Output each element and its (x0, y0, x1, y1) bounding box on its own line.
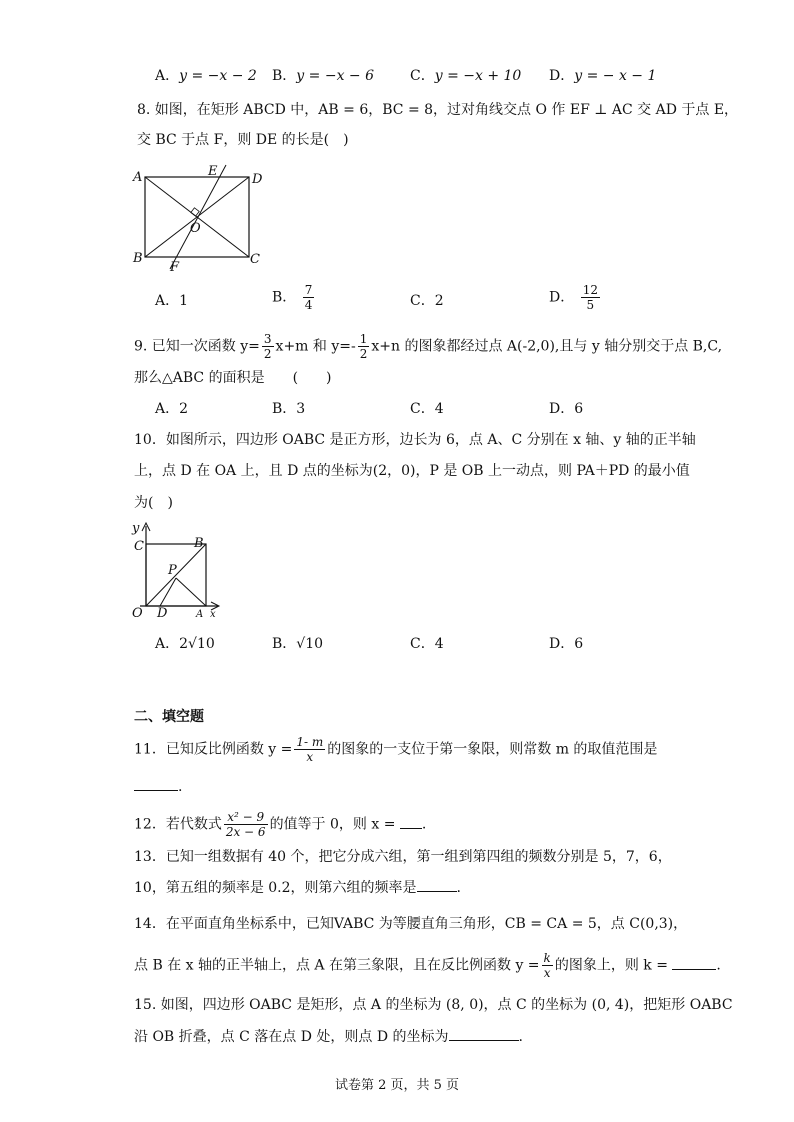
q10-option-d: D．6 (549, 636, 584, 652)
q10-square-figure (130, 520, 230, 620)
q10-option-b: B．√10 (272, 636, 324, 652)
q15-text-line1: 15. 如图，四边形 OABC 是矩形，点 A 的坐标为 (8, 0)，点 C 的坐标为 (0, 4)，把矩形 OABC (134, 997, 733, 1013)
q14-answer-blank[interactable] (672, 955, 716, 970)
q9-option-b: B．3 (272, 401, 306, 417)
q7-option-b: B．y = −x − 6 (272, 68, 375, 84)
q11-answer-blank[interactable] (134, 776, 178, 791)
q9-text-line2: 那么△ABC 的面积是 ( ) (134, 370, 332, 386)
q15-text-line2: 沿 OB 折叠，点 C 落在点 D 处，则点 D 的坐标为 . (134, 1026, 523, 1047)
q8-option-c: C．2 (410, 293, 444, 309)
q14-text-line1: 14．在平面直角坐标系中，已知VABC 为等腰直角三角形，CB = CA = 5，点 C(0,3)， (134, 916, 688, 932)
q10-label-d: D (157, 606, 168, 621)
q8-option-d: D． $\frac{12}{5}$ (549, 283, 598, 312)
q10-label-x: x (210, 609, 216, 620)
q8-label-a: A (133, 170, 143, 185)
q8-rectangle-figure (130, 165, 270, 275)
q8-label-o: O (190, 221, 201, 236)
q15-answer-blank[interactable] (449, 1026, 519, 1041)
q12-answer-blank[interactable] (400, 814, 422, 829)
q13-answer-blank[interactable] (417, 877, 457, 892)
section-heading-fill-in: 二、填空题 (134, 709, 204, 725)
q10-text-line2: 上，点 D 在 OA 上，且 D 点的坐标为(2，0)，P 是 OB 上一动点，则 PA＋PD 的最小值 (134, 463, 690, 479)
q8-label-e: E (208, 164, 218, 179)
q10-label-b: B (194, 536, 204, 551)
q14-text-line2: 点 B 在 x 轴的正半轴上，点 A 在第三象限，且在反比例函数 y = $\frac{k}{x}$ 的图象上，则 k = . (134, 951, 721, 980)
q13-text-line1: 13．已知一组数据有 40 个，把它分成六组，第一组到第四组的频数分别是 5，7，6， (134, 849, 672, 865)
q9-option-c: C．4 (410, 401, 444, 417)
q9-text-line1: 9. 已知一次函数 y= $\frac{3}{2}$ x+m 和 y=- $\frac{1}{2}$ x+n 的图象都经过点 A(-2,0),且与 y 轴分别交于点 B,C, (134, 332, 723, 361)
q8-text-line2: 交 BC 于点 F，则 DE 的长是( ) (137, 132, 349, 148)
q7-option-a: A．y = −x − 2 (155, 68, 257, 84)
q8-label-b: B (133, 251, 143, 266)
q9-option-d: D．6 (549, 401, 584, 417)
q9-option-a: A．2 (155, 401, 189, 417)
q8-label-f: F (170, 260, 180, 275)
q11-text-line2: . (134, 776, 182, 797)
q12-text: 12．若代数式 $\frac{\text{x² − 9}}{2x - 6}$ 的值等于 0，则 x = . (134, 810, 427, 839)
q8-label-d: D (252, 172, 263, 187)
q10-option-a: A．2√10 (155, 636, 215, 652)
q8-option-a: A．1 (155, 293, 189, 309)
q10-label-p: P (168, 563, 177, 578)
q11-text-line1: 11．已知反比例函数 y = $\frac{1- m}{x}$ 的图象的一支位于第一象限，则常数 m 的取值范围是 (134, 735, 658, 764)
q10-text-line1: 10．如图所示，四边形 OABC 是正方形，边长为 6，点 A、C 分别在 x 轴、y 轴的正半轴 (134, 432, 696, 448)
q10-label-c: C (134, 539, 144, 554)
q8-option-b: B． $\frac{7}{4}$ (272, 283, 313, 312)
q10-label-o: O (132, 606, 143, 621)
q7-option-d: D．y = − x − 1 (549, 68, 657, 84)
q10-label-y: y (132, 521, 140, 536)
q10-option-c: C．4 (410, 636, 444, 652)
q10-label-a: A (196, 609, 204, 620)
page-footer: 试卷第 2 页，共 5 页 (334, 1078, 460, 1093)
q10-text-line3: 为( ) (134, 495, 173, 511)
q8-text-line1: 8. 如图，在矩形 ABCD 中，AB = 6，BC = 8，过对角线交点 O 作 EF ⊥ AC 交 AD 于点 E， (137, 102, 739, 118)
q13-text-line2: 10，第五组的频率是 0.2，则第六组的频率是 . (134, 877, 461, 898)
q8-label-c: C (250, 252, 260, 267)
q7-option-c: C．y = −x + 10 (410, 68, 522, 84)
